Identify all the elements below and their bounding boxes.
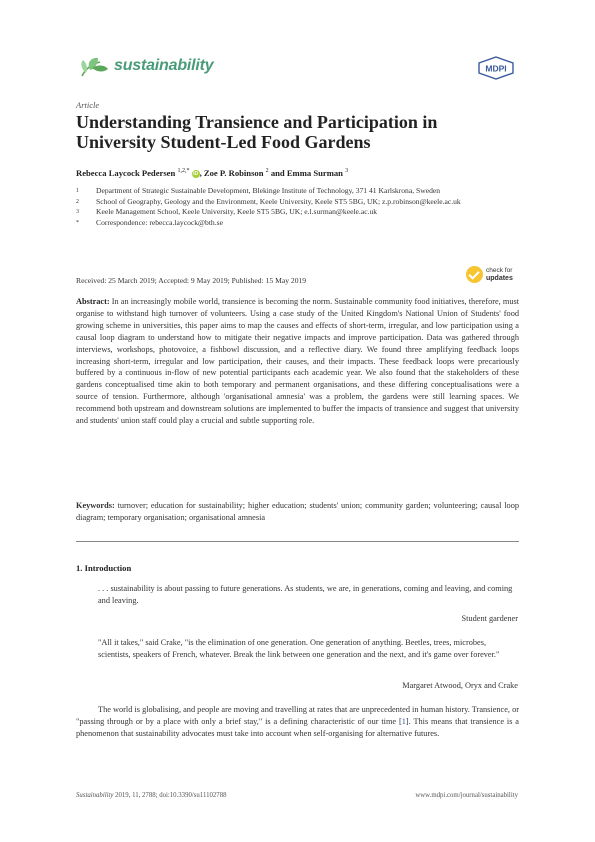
section-divider — [76, 541, 519, 542]
citation-link[interactable]: 1 — [401, 716, 406, 726]
keywords — [76, 500, 519, 524]
keywords-label: Keywords: — [76, 501, 115, 510]
affiliations — [76, 186, 516, 228]
publication-dates: Received: 25 March 2019; Accepted: 9 May 2019; Published: 15 May 2019 — [76, 276, 307, 285]
check-updates-icon — [466, 266, 483, 283]
keywords-text: turnover; education for sustainability; higher education; students' union; community garden; volunteering; causal loop diagram; temporary organisation; organisational amnesia — [76, 501, 519, 522]
author-affil-marker: 1,2,* — [177, 168, 190, 175]
author-name: Zoe P. Robinson — [203, 168, 264, 178]
epigraph-source: Margaret Atwood, Oryx and Crake — [402, 681, 518, 690]
footer-url[interactable]: www.mdpi.com/journal/sustainability — [415, 792, 518, 799]
article-type: Article — [76, 100, 100, 110]
check-for-updates-badge[interactable] — [466, 263, 522, 287]
footer-journal: Sustainability — [76, 792, 114, 799]
footer-citation — [76, 792, 227, 799]
abstract-label: Abstract: — [76, 297, 110, 306]
epigraph-quote: "All it takes," said Crake, "is the elimination of one generation. One generation of anything. Beetles, trees, microbes, scientists, speakers of French, whatever. Break the link between one generation and the next, and it's game over forever." — [98, 638, 500, 659]
check-updates-line2: updates — [486, 274, 513, 282]
intro-paragraph: The world is globalising, and people are moving and travelling at rates that are unprecedented in human history. Transience, or "passing through or by a place with only a brief stay," is a defining characteristic of our time [1]. This means that transience is a phenomenon that sustainability advocates must take into account when self-organising for alternative futures. — [76, 705, 519, 738]
orcid-icon[interactable]: iD — [193, 171, 199, 177]
check-updates-line1: check for — [486, 267, 513, 274]
section-heading: 1. Introduction — [76, 563, 132, 573]
journal-name: sustainability — [114, 57, 214, 74]
abstract — [76, 296, 519, 427]
author-name: Rebecca Laycock Pedersen — [76, 168, 176, 178]
author-name: Emma Surman — [286, 168, 343, 178]
affiliation-item: 2 School of Geography, Geology and the Environment, Keele University, Keele ST5 5BG, UK; z.p.robinson@keele.ac.uk — [76, 196, 461, 206]
paper-title: Understanding Transience and Participation in University Student-Led Food Gardens — [76, 112, 438, 152]
author-affil-marker: 3 — [345, 168, 349, 175]
correspondence: * Correspondence: rebecca.laycock@bth.se — [76, 217, 223, 227]
affiliation-item: 1 Department of Strategic Sustainable Development, Blekinge Institute of Technology, 371 41 Karlskrona, Sweden — [76, 186, 441, 195]
leaf-logo-icon — [78, 54, 110, 80]
epigraph-source: Student gardener — [461, 614, 518, 623]
author-list: Rebecca Laycock Pedersen $^{1,2,*}$ iD , Zoe P. Robinson $^2$ and Emma Surman $^3$ — [76, 168, 349, 178]
footer-doi: 2019, 11, 2788; doi:10.3390/su11102788 — [113, 792, 227, 799]
epigraph-quote: . . . sustainability is about passing to future generations. As students, we are, in generations, coming and leaving, and coming and leaving. — [98, 584, 513, 605]
svg-text:MDPI: MDPI — [485, 63, 507, 74]
affiliation-item: 3 Keele Management School, Keele University, Keele ST5 5BG, UK; e.l.surman@keele.ac.uk — [76, 207, 378, 216]
abstract-text: In an increasingly mobile world, transience is becoming the norm. Sustainable community food initiatives, therefore, must organise to withstand high turnover of volunteers. Using a case study of the United Kingdom's National Union of Students' food growing scheme in universities, this paper aims to map the causes and effects of short-term, irregular, and low participation using a causal loop diagram to understand how to mitigate their negative impacts and improve participation. Data was gathered through interviews, workshops, photovoice, a fishbowl discussion, and a reflective diary. We found three amplifying feedback loops increasing short-term, irregular and low participation, their causes, and their impacts. These feedback loops were precariously buffered by a continuous in-flow of new potential participants each academic year. We also found that the stakeholders of these gardens conceptualised time akin to both temporary and permanent organisations, and these differing conceptualisations were a source of tension. Furthermore, although 'organisational amnesia' was a problem, the gardens were still learning spaces. We recommend both upstream and downstream solutions are implemented to buffer the impacts of transience and suggest that university and students' union staff could play a crucial and subtle supporting role. — [76, 297, 520, 426]
author-affil-marker: 2 — [265, 168, 269, 175]
mdpi-logo-icon — [476, 56, 516, 80]
